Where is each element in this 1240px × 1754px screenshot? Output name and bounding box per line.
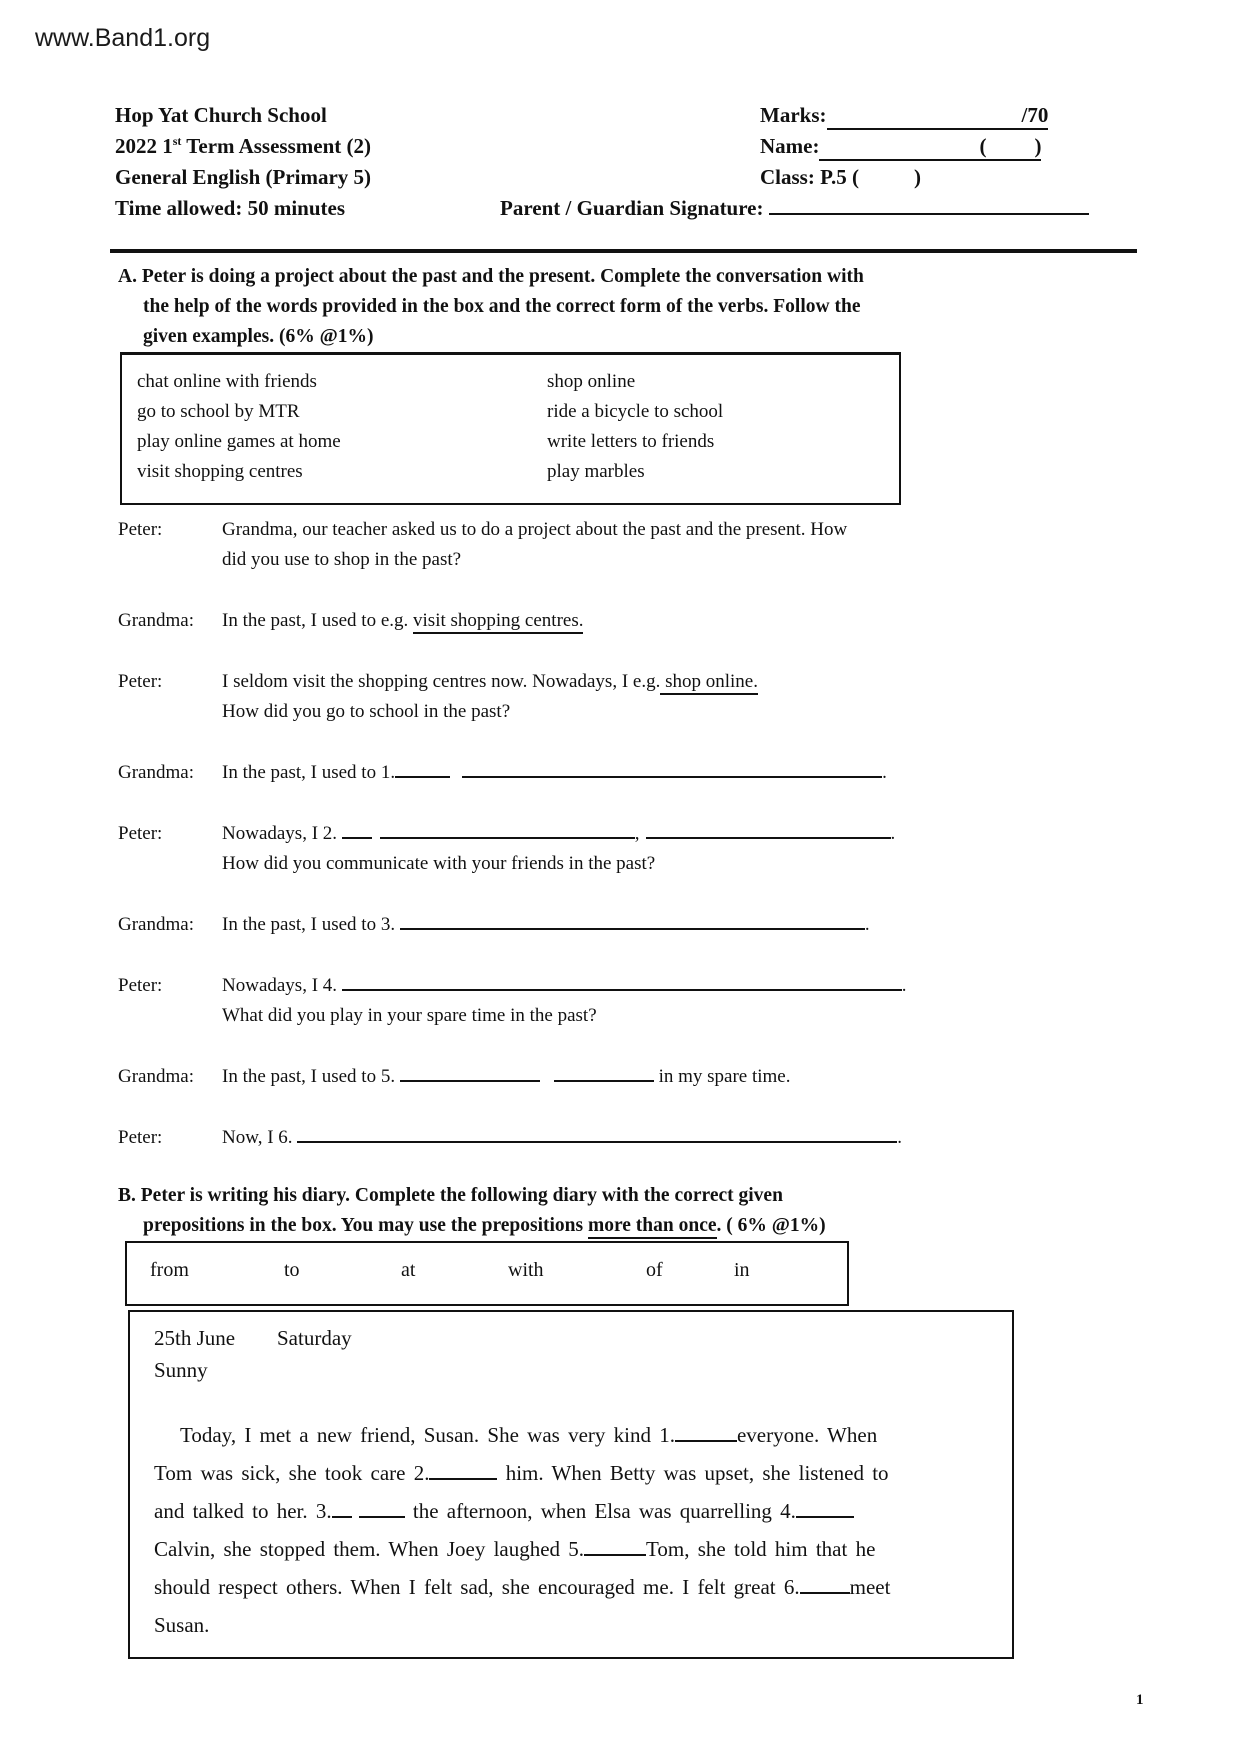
word-box-item: ride a bicycle to school: [547, 401, 724, 422]
dialogue-turn: [118, 971, 1128, 1031]
watermark-url: www.Band1.org: [35, 24, 211, 52]
text-run: Today, I met a new friend, Susan. She was very kind 1.: [180, 1423, 675, 1447]
dialogue-line: [222, 1062, 1128, 1092]
section-a-heading-line1: Peter is doing a project about the past and the present. Complete the conversation with: [141, 266, 864, 287]
class-paren-close: ): [913, 165, 921, 189]
text-run: and talked to her. 3.: [154, 1499, 332, 1523]
marks-label: Marks:: [760, 103, 827, 127]
text-run: .: [864, 914, 870, 935]
preposition-option: in: [734, 1259, 750, 1281]
preposition-option: to: [284, 1259, 300, 1281]
speaker-label: Peter:: [118, 975, 163, 996]
dialogue-turn: [118, 667, 1128, 727]
page-number: 1: [1136, 1692, 1144, 1708]
text-run: Calvin, she stopped them. When Joey laughed 5.: [154, 1537, 585, 1561]
class-label: Class: P.5 (: [760, 165, 859, 189]
dialogue-line: [222, 667, 1128, 697]
speaker-label: Peter:: [118, 1127, 163, 1148]
answer-blank: [554, 1065, 654, 1082]
dialogue-line: [222, 545, 1128, 575]
dialogue-line: [222, 758, 1128, 788]
signature-label: Parent / Guardian Signature:: [500, 196, 764, 220]
answer-blank: [462, 761, 882, 778]
text-run: should respect others. When I felt sad, she encouraged me. I felt great 6.: [154, 1575, 800, 1599]
text-run: Now, I 6.: [222, 1127, 298, 1148]
text-run: Tom, she told him that he: [646, 1537, 876, 1561]
text-run: in my spare time.: [653, 1066, 791, 1087]
word-box-item: go to school by MTR: [137, 401, 300, 422]
word-box-item: play marbles: [547, 461, 645, 482]
dialogue-turn-body: [222, 515, 1128, 575]
name-label: Name:: [760, 134, 820, 158]
diary-line: [154, 1492, 992, 1530]
dialogue-turn: [118, 819, 1128, 879]
diary-line: [154, 1454, 992, 1492]
dialogue-turn-body: [222, 758, 1128, 788]
dialogue-line: [222, 849, 1128, 879]
dialogue-turn-body: [222, 667, 1128, 727]
word-box: [120, 352, 901, 505]
diary-line: [154, 1416, 992, 1454]
answer-blank: [332, 1501, 352, 1518]
answer-blank: [395, 761, 450, 778]
section-b-heading-line1: Peter is writing his diary. Complete the following diary with the correct given: [140, 1185, 783, 1206]
text-run: meet: [849, 1575, 891, 1599]
dialogue-line: [222, 910, 1128, 940]
answer-blank: [675, 1425, 737, 1442]
name-row: [760, 134, 1041, 161]
speaker-label: Grandma:: [118, 914, 194, 935]
section-b-line2-underlined: more than once: [588, 1215, 717, 1239]
answer-blank: [400, 1065, 540, 1082]
text-run: I seldom visit the shopping centres now. Nowadays, I e.g.: [222, 671, 661, 692]
text-run: Susan.: [154, 1613, 210, 1637]
section-a-heading-line2: the help of the words provided in the box and the correct form of the verbs. Follow the: [143, 296, 861, 317]
marks-total: /70: [1021, 103, 1049, 127]
dialogue-turn: [118, 758, 1128, 788]
speaker-label: Peter:: [118, 671, 163, 692]
speaker-label: Grandma:: [118, 762, 194, 783]
dialogue-line: [222, 606, 1128, 636]
diary-day: Saturday: [277, 1326, 352, 1350]
example-answer: visit shopping centres.: [413, 610, 583, 634]
dialogue-turn-body: [222, 971, 1128, 1031]
signature-blank: [769, 198, 1089, 215]
diary-paragraph: [154, 1416, 992, 1644]
term-ordinal-suffix: st: [172, 134, 182, 148]
diary-date: 25th June: [154, 1326, 236, 1350]
dialogue-turn-body: [222, 1062, 1128, 1092]
dialogue-section: [118, 515, 1128, 1184]
dialogue-turn-body: [222, 1123, 1128, 1153]
class-number-paren-open: (: [979, 134, 987, 158]
class-number-paren-close: ): [1034, 134, 1042, 158]
marks-blank: [827, 103, 1049, 130]
name-blank: [819, 134, 1041, 161]
preposition-option: of: [646, 1259, 663, 1281]
section-b-heading: [118, 1181, 826, 1241]
dialogue-turn-body: [222, 910, 1128, 940]
dialogue-line: [222, 697, 1128, 727]
answer-blank: [380, 822, 635, 839]
diary-box: [128, 1310, 1014, 1659]
answer-blank: [359, 1501, 405, 1518]
text-run: ,: [634, 823, 640, 844]
term-prefix: 2022 1: [115, 134, 173, 158]
preposition-option: from: [150, 1259, 189, 1281]
subject-line: General English (Primary 5): [115, 165, 372, 189]
answer-blank: [342, 974, 902, 991]
text-run: How did you go to school in the past?: [222, 701, 511, 722]
text-run: Nowadays, I 4.: [222, 975, 342, 996]
text-run: the afternoon, when Elsa was quarrelling 4.: [404, 1499, 796, 1523]
dialogue-turn: [118, 515, 1128, 575]
dialogue-turn: [118, 1123, 1128, 1153]
text-run: everyone. When: [736, 1423, 878, 1447]
section-b-line2-pre: prepositions in the box. You may use the prepositions: [143, 1215, 588, 1236]
dialogue-turn: [118, 1062, 1128, 1092]
example-answer: shop online.: [660, 671, 758, 695]
section-b-heading-line2: [118, 1211, 826, 1241]
answer-blank: [342, 822, 372, 839]
dialogue-line: [222, 515, 1128, 545]
signature-row: [500, 196, 1089, 221]
text-run: Tom was sick, she took care 2.: [154, 1461, 430, 1485]
diary-line: [154, 1568, 992, 1606]
text-run: In the past, I used to 1.: [222, 762, 396, 783]
answer-blank: [400, 913, 865, 930]
speaker-label: Grandma:: [118, 1066, 194, 1087]
section-a-heading: [118, 262, 864, 352]
text-run: .: [897, 1127, 903, 1148]
dialogue-turn: [118, 606, 1128, 636]
answer-blank: [646, 822, 891, 839]
answer-blank: [429, 1463, 497, 1480]
word-box-item: shop online: [547, 371, 636, 392]
dialogue-turn-body: [222, 819, 1128, 879]
text-run: In the past, I used to 3.: [222, 914, 400, 935]
class-row: [760, 165, 921, 190]
speaker-label: Grandma:: [118, 610, 194, 631]
text-run: Grandma, our teacher asked us to do a project about the past and the present. How: [222, 519, 848, 540]
section-b-line2-post: . ( 6% @1%): [716, 1215, 826, 1236]
word-box-right-column: [547, 367, 723, 487]
dialogue-line: [222, 1001, 1128, 1031]
answer-blank: [584, 1539, 646, 1556]
dialogue-turn: [118, 910, 1128, 940]
header-divider: [110, 249, 1137, 253]
word-box-item: write letters to friends: [547, 431, 715, 452]
text-run: In the past, I used to 5.: [222, 1066, 400, 1087]
time-allowed-line: Time allowed: 50 minutes: [115, 196, 346, 220]
text-run: him. When Betty was upset, she listened to: [497, 1461, 889, 1485]
text-run: What did you play in your spare time in the past?: [222, 1005, 597, 1026]
section-a-label: A.: [118, 266, 137, 287]
term-suffix: Term Assessment (2): [181, 134, 371, 158]
word-box-item: visit shopping centres: [137, 461, 303, 482]
diary-line: [154, 1530, 992, 1568]
text-run: .: [882, 762, 887, 783]
text-run: .: [890, 823, 896, 844]
text-run: In the past, I used to e.g.: [222, 610, 414, 631]
preposition-box: [125, 1241, 849, 1306]
answer-blank: [796, 1501, 854, 1518]
section-b-label: B.: [118, 1185, 136, 1206]
word-box-item: chat online with friends: [137, 371, 317, 392]
speaker-label: Peter:: [118, 519, 163, 540]
section-a-heading-line3: given examples. (6% @1%): [143, 326, 374, 347]
term-line: [115, 134, 371, 159]
diary-line: [154, 1606, 992, 1644]
text-run: .: [901, 975, 907, 996]
speaker-label: Peter:: [118, 823, 163, 844]
marks-row: [760, 103, 1048, 130]
answer-blank: [297, 1126, 897, 1143]
text-run: did you use to shop in the past?: [222, 549, 462, 570]
preposition-option: with: [508, 1259, 544, 1281]
dialogue-turn-body: [222, 606, 1128, 636]
answer-blank: [800, 1577, 850, 1594]
dialogue-line: [222, 819, 1128, 849]
school-name: Hop Yat Church School: [115, 103, 327, 127]
preposition-option: at: [401, 1259, 416, 1281]
text-run: How did you communicate with your friends in the past?: [222, 853, 656, 874]
dialogue-line: [222, 971, 1128, 1001]
text-run: Nowadays, I 2.: [222, 823, 342, 844]
word-box-left-column: [137, 367, 341, 487]
word-box-item: play online games at home: [137, 431, 341, 452]
dialogue-line: [222, 1123, 1128, 1153]
diary-weather: Sunny: [154, 1358, 208, 1382]
